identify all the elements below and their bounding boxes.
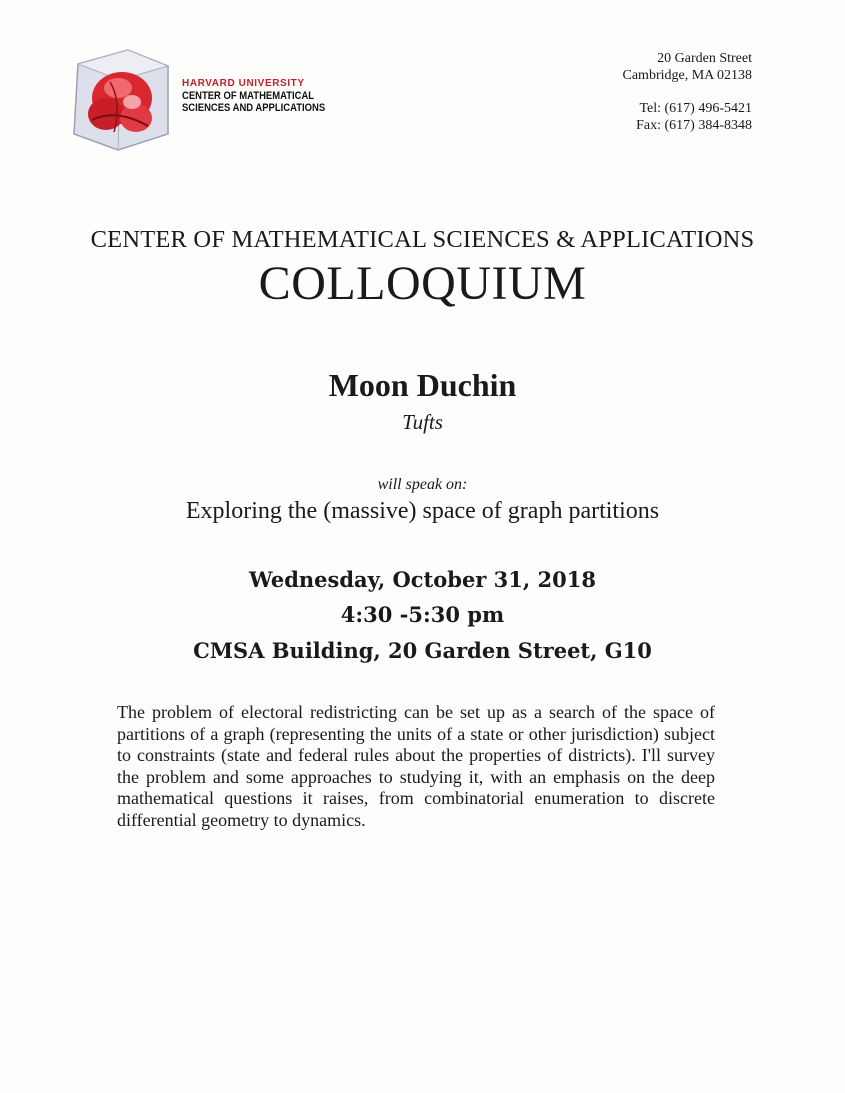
address-fax: Fax: (617) 384-8348: [636, 118, 752, 133]
event-time: 4:30 -5:30 pm: [340, 602, 505, 627]
address-street: 20 Garden Street: [657, 51, 752, 66]
logo-center-line-2: SCIENCES AND APPLICATIONS: [182, 102, 326, 114]
address-tel: Tel: (617) 496-5421: [639, 101, 752, 116]
cube-logo-icon: [70, 46, 172, 152]
speaker-name: Moon Duchin: [328, 367, 517, 403]
center-heading: CENTER OF MATHEMATICAL SCIENCES & APPLICATIONS: [90, 226, 755, 253]
logo-text: [182, 78, 348, 114]
talk-title: Exploring the (massive) space of graph partitions: [185, 498, 660, 524]
event-location: CMSA Building, 20 Garden Street, G10: [193, 638, 652, 663]
event-date: Wednesday, October 31, 2018: [249, 567, 596, 592]
cmsa-logo: [70, 46, 326, 152]
speaker-affiliation: Tufts: [402, 410, 443, 434]
abstract-text: The problem of electoral redistricting can be set up as a search of the space of partitions of a graph (representing the units of a state or other jurisdiction) subject to constraints (state and federal rules about the properties of districts). I'll survey the problem and some approaches to studying it, with an emphasis on the deep mathematical questions it raises, from combinatorial enumeration to discrete differential geometry to dynamics.: [117, 702, 715, 830]
page-title: COLLOQUIUM: [258, 257, 587, 310]
will-speak-label: will speak on:: [377, 476, 468, 493]
logo-center-line-1: CENTER OF MATHEMATICAL: [182, 90, 315, 102]
address-block: [623, 50, 753, 134]
address-city: Cambridge, MA 02138: [622, 68, 752, 83]
logo-university: HARVARD UNIVERSITY: [182, 78, 305, 89]
